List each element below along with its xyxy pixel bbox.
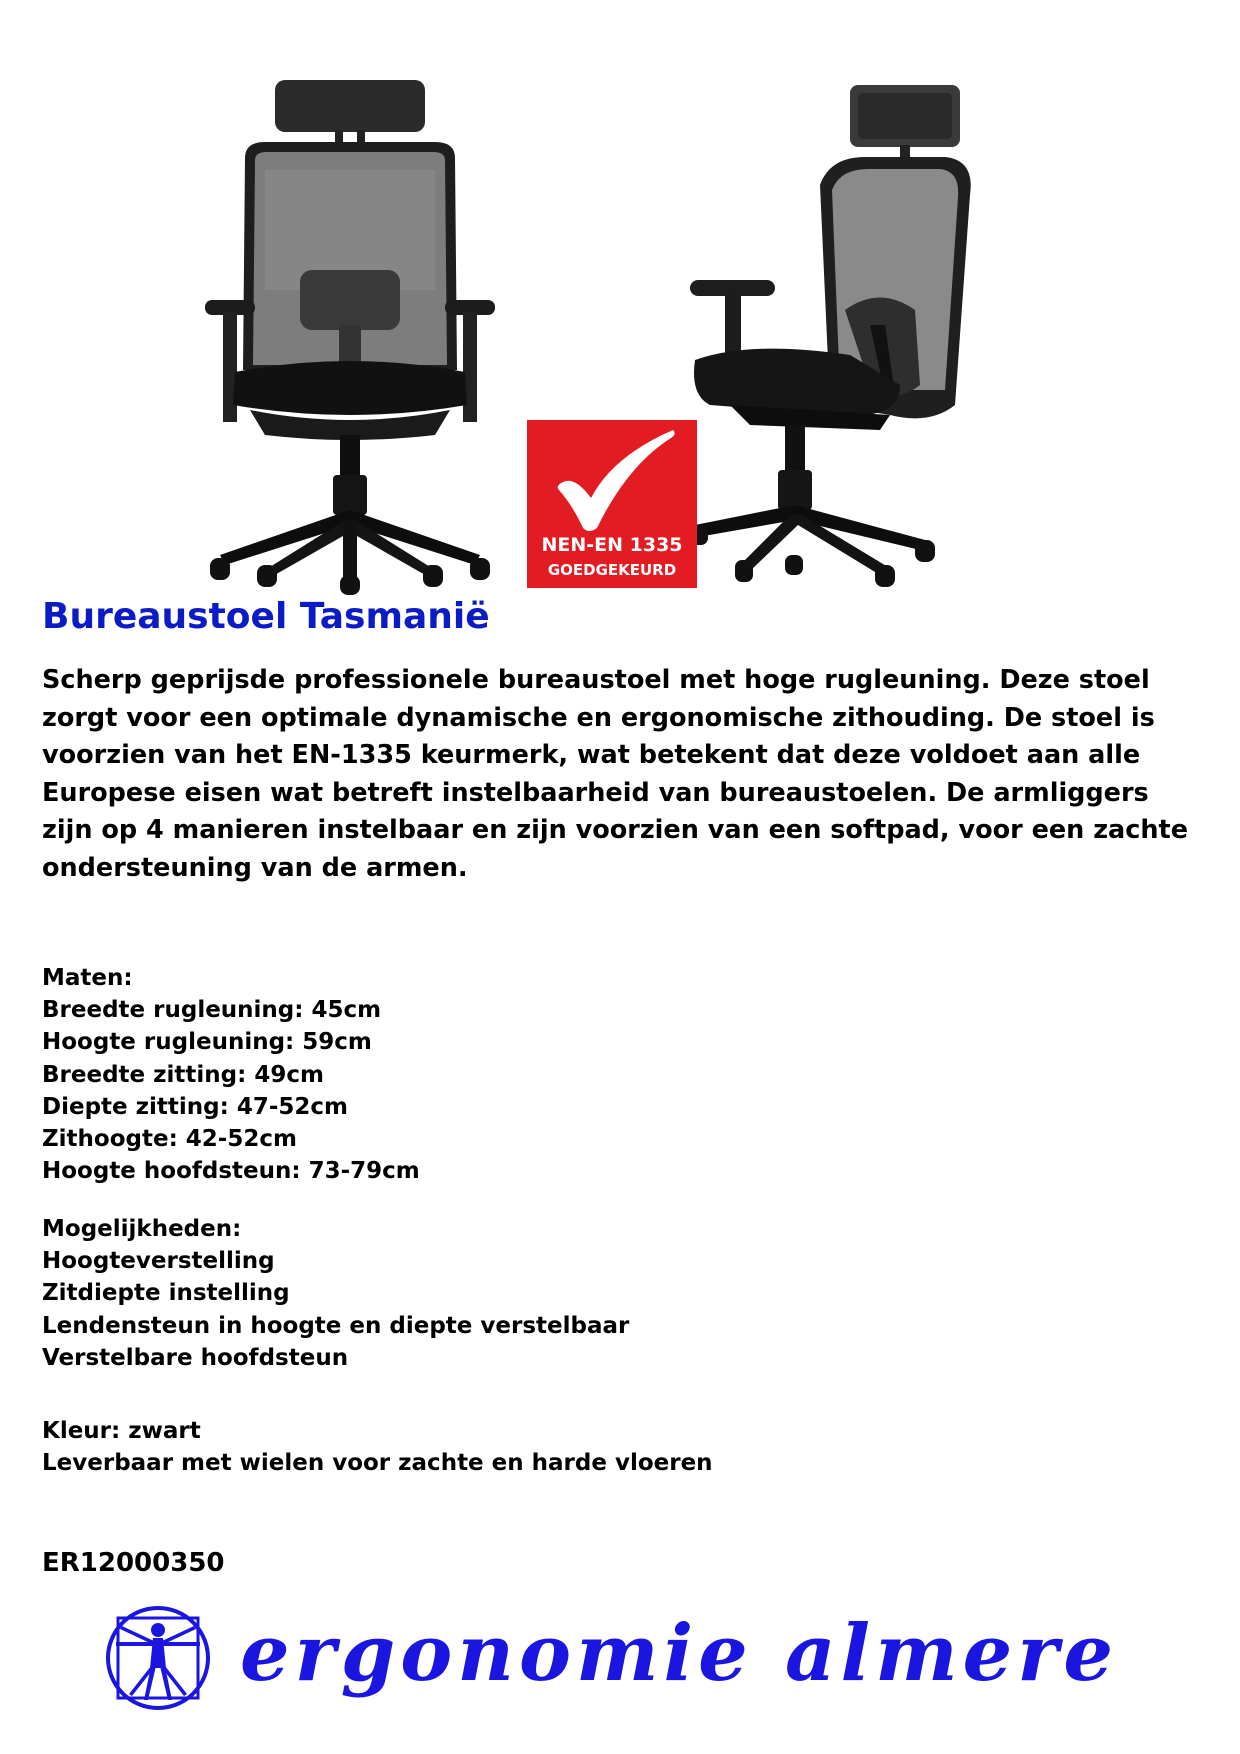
dimension-item: Breedte rugleuning: 45cm [42,997,382,1024]
badge-approved-label: GOEDGEKEURD [547,561,677,579]
features-section [42,1213,1192,1374]
dimension-item: Hoogte rugleuning: 59cm [42,1029,372,1056]
feature-item: Zitdiepte instelling [42,1280,290,1307]
office-chair-front-image [205,80,495,595]
dimension-item: Hoogte hoofdsteun: 73-79cm [42,1158,420,1185]
color-info: Kleur: zwart [42,1418,201,1444]
feature-item: Verstelbare hoofdsteun [42,1344,349,1371]
extra-info-section [42,1415,1192,1479]
features-heading: Mogelijkheden: [42,1216,242,1242]
wheels-info: Leverbaar met wielen voor zachte en harde vloeren [42,1450,713,1477]
office-chair-back-image [690,85,1010,595]
vitruvian-man-icon [104,1604,212,1712]
dimensions-heading: Maten: [42,965,133,991]
product-title: Bureaustoel Tasmanië [42,596,490,637]
article-code: ER12000350 [42,1548,225,1578]
dimension-item: Diepte zitting: 47-52cm [42,1093,348,1120]
product-images [0,0,1240,600]
checkmark-icon [545,424,681,540]
nen-en-1335-certification-badge [527,420,697,588]
dimensions-section [42,962,1192,1187]
product-description: Scherp geprijsde professionele bureaustoel met hoge rugleuning. Deze stoel zorgt voor een optimale dynamische en ergonomische zithouding. De stoel is voorzien van het EN-1335 keurmerk, wat betekent dat deze voldoet aan alle Europese eisen wat betreft instelbaarheid van bureaustoelen. De armliggers zijn op 4 manieren instelbaar en zijn voorzien van een softpad, voor een zachte ondersteuning van de armen. [42,665,1189,883]
brand-name: ergonomie almere [240,1608,1119,1699]
dimension-item: Breedte zitting: 49cm [42,1061,324,1088]
badge-standard-label: NEN-EN 1335 [541,534,683,556]
feature-item: Hoogteverstelling [42,1248,275,1275]
feature-item: Lendensteun in hoogte en diepte verstelbaar [42,1312,630,1339]
dimension-item: Zithoogte: 42-52cm [42,1126,297,1153]
